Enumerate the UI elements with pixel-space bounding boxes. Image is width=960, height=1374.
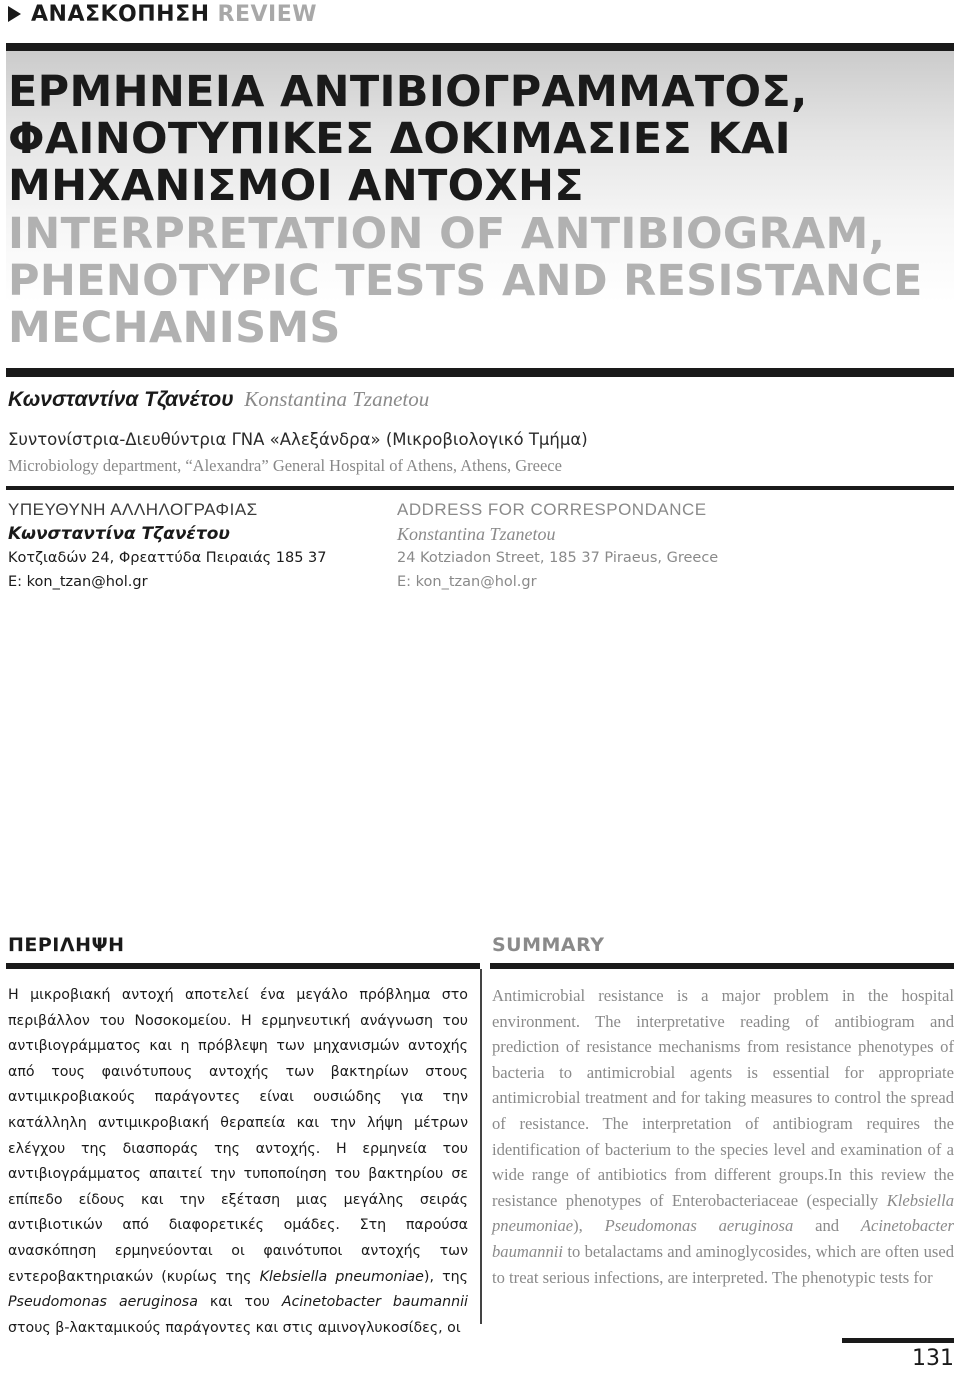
correspondence-heading: ADDRESS FOR CORRESPONDANCE — [397, 500, 707, 519]
title-greek: ΕΡΜΗΝΕΙΑ ΑΝΤΙΒΙΟΓΡΑΜΜΑΤΟΣ, ΦΑΙΝΟΤΥΠΙΚΕΣ ΔΟΚΙΜΑΣΙΕΣ ΚΑΙ ΜΗΧΑΝΙΣΜΟΙ ΑΝΤΟΧΗΣ — [8, 67, 808, 211]
column-divider — [480, 969, 482, 1324]
correspondence-address: Κοτζιαδών 24, Φρεαττύδα Πειραιάς 185 37 — [8, 550, 327, 566]
correspondence-english — [397, 498, 837, 594]
footer-rule — [842, 1338, 954, 1343]
summary-rule-right — [490, 963, 954, 969]
section-label-greek: ΑΝΑΣΚΟΠΗΣΗ — [31, 1, 210, 27]
correspondence-address: 24 Kotziadon Street, 185 37 Piraeus, Greece — [397, 550, 719, 566]
summary-text-greek: Η μικροβιακή αντοχή αποτελεί ένα μεγάλο πρόβλημα στο περιβάλλον του Νοσοκομείου. Η ερμηνευτική ανάγνωση του αντιβιογράμματος και η πρόβλεψη των μηχανισμών αντοχής από τους φαινότυπους αντοχής των βακτηρίων στους αντιμικροβιακούς παράγοντες είναι ουσιώδης για την κατάλληλη αντιμικροβιακή θεραπεία και την λήψη μέτρων ελέγχου της διασποράς της αντοχής. Η ερμηνεία του αντιβιογράμματος απαιτεί την τυποποίηση του βακτηρίου σε επίπεδο είδους και την εξέταση μιας μεγάλης σειράς αντιβιοτικών από διαφορετικές ομάδες. Στη παρούσα ανασκόπηση ερμηνεύονται οι φαινότυποι αντοχής των εντεροβακτηριακών (κυρίως της Klebsiella pneumoniae), της Pseudomonas aeruginosa και του Acinetobacter baumannii στους β-λακταμικούς παράγοντες και στις αμινογλυκοσίδες, οι — [8, 987, 468, 1336]
summary-heading-english: SUMMARY — [492, 934, 605, 956]
correspondence-greek — [8, 498, 448, 594]
title-english: INTERPRETATION OF ANTIBIOGRAM, PHENOTYPIC TESTS AND RESISTANCE MECHANISMS — [8, 209, 923, 353]
section-label — [8, 0, 317, 28]
title-block — [6, 43, 954, 368]
title-top-rule — [6, 43, 954, 51]
affiliation-english: Microbiology department, “Alexandra” General Hospital of Athens, Athens, Greece — [8, 456, 562, 475]
section-label-english: REVIEW — [217, 1, 317, 27]
summary-text-english: Antimicrobial resistance is a major problem in the hospital environment. The interpretative reading of antibiogram and prediction of resistance mechanisms from resistance phenotypes of bacteria to antimicrobial agents is essential for appropriate antimicrobial treatment and for taking measures to control the spread of resistance. The interpretation of antibiogram requires the identification of bacterium to the species level and examination of a wide range of antibiotics from different groups.In this review the resistance phenotypes of Enterobacteriaceae (especially Klebsiella pneumoniae), Pseudomonas aeruginosa and Acinetobacter baumannii to betalactams and aminoglycosides, which are often used to treat serious infections, are interpreted. The phenotypic tests for — [492, 986, 954, 1287]
author-greek: Κωνσταντίνα Τζανέτου — [8, 388, 234, 411]
affiliation-greek: Συντονίστρια-Διευθύντρια ΓΝΑ «Αλεξάνδρα» (Μικροβιολογικό Τμήμα) — [8, 430, 588, 449]
author-line — [8, 386, 429, 413]
page-number: 131 — [912, 1346, 954, 1371]
correspondence-rule — [6, 486, 954, 490]
correspondence-name: Konstantina Tzanetou — [397, 524, 556, 544]
summary-rule-left — [6, 963, 480, 969]
correspondence-email: E: kon_tzan@hol.gr — [8, 574, 148, 590]
author-english: Konstantina Tzanetou — [244, 387, 430, 411]
correspondence-name: Κωνσταντίνα Τζανέτου — [8, 524, 230, 544]
author-rule — [6, 368, 954, 377]
correspondence-email: E: kon_tzan@hol.gr — [397, 574, 537, 590]
summary-heading-greek: ΠΕΡΙΛΗΨΗ — [8, 934, 125, 956]
triangle-right-icon — [8, 6, 21, 22]
correspondence-heading: ΥΠΕΥΘΥΝΗ ΑΛΛΗΛΟΓΡΑΦΙΑΣ — [8, 500, 258, 519]
